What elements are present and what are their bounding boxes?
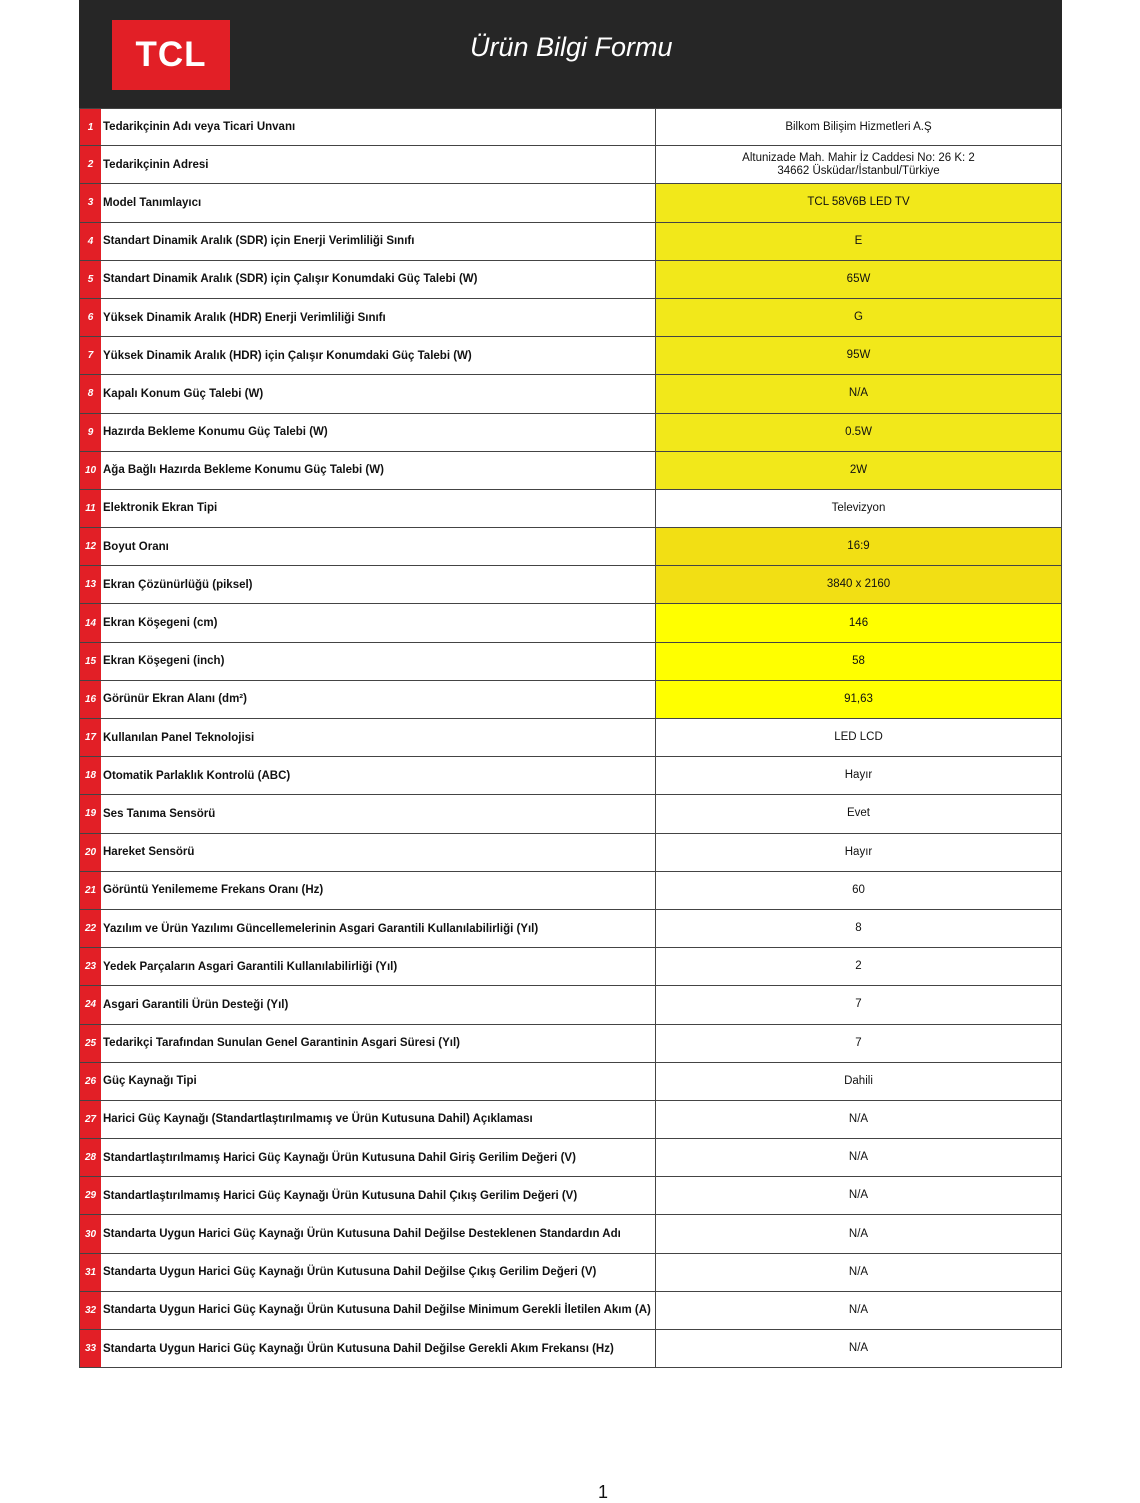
table-row bbox=[79, 834, 1062, 872]
row-label: Boyut Oranı bbox=[101, 528, 656, 565]
product-info-table bbox=[79, 108, 1062, 1368]
row-value: N/A bbox=[656, 1215, 1062, 1252]
table-row bbox=[79, 795, 1062, 833]
row-value: 91,63 bbox=[656, 681, 1062, 718]
row-value: Hayır bbox=[656, 834, 1062, 871]
row-label: Elektronik Ekran Tipi bbox=[101, 490, 656, 527]
row-number: 32 bbox=[79, 1292, 101, 1329]
row-label: Standarta Uygun Harici Güç Kaynağı Ürün Kutusuna Dahil Değilse Minimum Gerekli İletilen Akım (A) bbox=[101, 1292, 656, 1329]
row-label: Görünür Ekran Alanı (dm²) bbox=[101, 681, 656, 718]
row-value: Evet bbox=[656, 795, 1062, 832]
table-row bbox=[79, 1330, 1062, 1368]
row-number: 24 bbox=[79, 986, 101, 1023]
row-label: Standarta Uygun Harici Güç Kaynağı Ürün Kutusuna Dahil Değilse Desteklenen Standardın Adı bbox=[101, 1215, 656, 1252]
row-label: Güç Kaynağı Tipi bbox=[101, 1063, 656, 1100]
row-label: Tedarikçinin Adı veya Ticari Unvanı bbox=[101, 109, 656, 145]
row-number: 25 bbox=[79, 1025, 101, 1062]
row-number: 18 bbox=[79, 757, 101, 794]
table-row bbox=[79, 1025, 1062, 1063]
row-value: 3840 x 2160 bbox=[656, 566, 1062, 603]
row-number: 26 bbox=[79, 1063, 101, 1100]
row-label: Otomatik Parlaklık Kontrolü (ABC) bbox=[101, 757, 656, 794]
row-label: Ekran Köşegeni (cm) bbox=[101, 604, 656, 641]
row-label: Standarta Uygun Harici Güç Kaynağı Ürün Kutusuna Dahil Değilse Gerekli Akım Frekansı (Hz) bbox=[101, 1330, 656, 1367]
row-number: 27 bbox=[79, 1101, 101, 1138]
table-row bbox=[79, 1177, 1062, 1215]
row-value: Bilkom Bilişim Hizmetleri A.Ş bbox=[656, 109, 1062, 145]
row-number: 4 bbox=[79, 223, 101, 260]
table-row bbox=[79, 528, 1062, 566]
table-row bbox=[79, 566, 1062, 604]
row-value: 7 bbox=[656, 986, 1062, 1023]
row-label: Standart Dinamik Aralık (SDR) için Enerji Verimliliği Sınıfı bbox=[101, 223, 656, 260]
row-value: 0.5W bbox=[656, 414, 1062, 451]
row-label: Standartlaştırılmamış Harici Güç Kaynağı Ürün Kutusuna Dahil Çıkış Gerilim Değeri (V) bbox=[101, 1177, 656, 1214]
row-value: G bbox=[656, 299, 1062, 336]
table-row bbox=[79, 872, 1062, 910]
table-row bbox=[79, 414, 1062, 452]
table-row bbox=[79, 1215, 1062, 1253]
row-number: 16 bbox=[79, 681, 101, 718]
row-label: Harici Güç Kaynağı (Standartlaştırılmamış ve Ürün Kutusuna Dahil) Açıklaması bbox=[101, 1101, 656, 1138]
row-number: 5 bbox=[79, 261, 101, 298]
row-label: Tedarikçi Tarafından Sunulan Genel Garantinin Asgari Süresi (Yıl) bbox=[101, 1025, 656, 1062]
table-row bbox=[79, 223, 1062, 261]
row-value: Dahili bbox=[656, 1063, 1062, 1100]
row-label: Asgari Garantili Ürün Desteği (Yıl) bbox=[101, 986, 656, 1023]
row-label: Model Tanımlayıcı bbox=[101, 184, 656, 221]
table-row bbox=[79, 1254, 1062, 1292]
table-row bbox=[79, 1139, 1062, 1177]
row-value: 2W bbox=[656, 452, 1062, 489]
table-row bbox=[79, 184, 1062, 222]
row-value: Altunizade Mah. Mahir İz Caddesi No: 26 K: 2 34662 Üsküdar/İstanbul/Türkiye bbox=[656, 146, 1062, 183]
row-number: 30 bbox=[79, 1215, 101, 1252]
row-number: 29 bbox=[79, 1177, 101, 1214]
table-row bbox=[79, 490, 1062, 528]
row-label: Ağa Bağlı Hazırda Bekleme Konumu Güç Talebi (W) bbox=[101, 452, 656, 489]
row-number: 1 bbox=[79, 109, 101, 145]
table-row bbox=[79, 681, 1062, 719]
table-row bbox=[79, 337, 1062, 375]
table-row bbox=[79, 375, 1062, 413]
table-row bbox=[79, 910, 1062, 948]
row-label: Ekran Çözünürlüğü (piksel) bbox=[101, 566, 656, 603]
row-number: 15 bbox=[79, 643, 101, 680]
row-value: 60 bbox=[656, 872, 1062, 909]
row-value: N/A bbox=[656, 1101, 1062, 1138]
row-value: N/A bbox=[656, 1177, 1062, 1214]
row-number: 10 bbox=[79, 452, 101, 489]
row-label: Ekran Köşegeni (inch) bbox=[101, 643, 656, 680]
table-row bbox=[79, 948, 1062, 986]
row-value: 95W bbox=[656, 337, 1062, 374]
row-number: 2 bbox=[79, 146, 101, 183]
row-value: E bbox=[656, 223, 1062, 260]
row-value: N/A bbox=[656, 1330, 1062, 1367]
row-number: 9 bbox=[79, 414, 101, 451]
table-row bbox=[79, 986, 1062, 1024]
row-value: Televizyon bbox=[656, 490, 1062, 527]
row-number: 6 bbox=[79, 299, 101, 336]
row-number: 13 bbox=[79, 566, 101, 603]
row-label: Ses Tanıma Sensörü bbox=[101, 795, 656, 832]
row-value: N/A bbox=[656, 1139, 1062, 1176]
row-value: N/A bbox=[656, 1254, 1062, 1291]
row-value: 8 bbox=[656, 910, 1062, 947]
row-label: Standarta Uygun Harici Güç Kaynağı Ürün Kutusuna Dahil Değilse Çıkış Gerilim Değeri (V) bbox=[101, 1254, 656, 1291]
row-number: 7 bbox=[79, 337, 101, 374]
row-value: LED LCD bbox=[656, 719, 1062, 756]
page-number: 1 bbox=[598, 1482, 609, 1502]
row-label: Yüksek Dinamik Aralık (HDR) Enerji Verimliliği Sınıfı bbox=[101, 299, 656, 336]
row-number: 23 bbox=[79, 948, 101, 985]
row-label: Standart Dinamik Aralık (SDR) için Çalışır Konumdaki Güç Talebi (W) bbox=[101, 261, 656, 298]
row-label: Kullanılan Panel Teknolojisi bbox=[101, 719, 656, 756]
table-row bbox=[79, 719, 1062, 757]
row-value: TCL 58V6B LED TV bbox=[656, 184, 1062, 221]
header-bar bbox=[79, 0, 1062, 108]
row-number: 31 bbox=[79, 1254, 101, 1291]
row-number: 22 bbox=[79, 910, 101, 947]
row-number: 12 bbox=[79, 528, 101, 565]
table-row bbox=[79, 1101, 1062, 1139]
row-label: Tedarikçinin Adresi bbox=[101, 146, 656, 183]
row-value: Hayır bbox=[656, 757, 1062, 794]
table-row bbox=[79, 757, 1062, 795]
row-number: 33 bbox=[79, 1330, 101, 1367]
row-number: 3 bbox=[79, 184, 101, 221]
row-value: N/A bbox=[656, 1292, 1062, 1329]
row-number: 14 bbox=[79, 604, 101, 641]
row-label: Kapalı Konum Güç Talebi (W) bbox=[101, 375, 656, 412]
row-label: Standartlaştırılmamış Harici Güç Kaynağı Ürün Kutusuna Dahil Giriş Gerilim Değeri (V) bbox=[101, 1139, 656, 1176]
row-number: 19 bbox=[79, 795, 101, 832]
table-row bbox=[79, 299, 1062, 337]
row-label: Hazırda Bekleme Konumu Güç Talebi (W) bbox=[101, 414, 656, 451]
row-number: 11 bbox=[79, 490, 101, 527]
row-number: 8 bbox=[79, 375, 101, 412]
row-value: 65W bbox=[656, 261, 1062, 298]
row-number: 28 bbox=[79, 1139, 101, 1176]
table-row bbox=[79, 1292, 1062, 1330]
row-number: 21 bbox=[79, 872, 101, 909]
row-value: N/A bbox=[656, 375, 1062, 412]
table-row bbox=[79, 452, 1062, 490]
table-row bbox=[79, 146, 1062, 184]
table-row bbox=[79, 108, 1062, 146]
row-number: 20 bbox=[79, 834, 101, 871]
row-value: 2 bbox=[656, 948, 1062, 985]
page-title: Ürün Bilgi Formu bbox=[470, 32, 673, 62]
table-row bbox=[79, 604, 1062, 642]
tcl-logo: TCL bbox=[112, 20, 230, 90]
row-value: 7 bbox=[656, 1025, 1062, 1062]
table-row bbox=[79, 261, 1062, 299]
row-value: 146 bbox=[656, 604, 1062, 641]
row-number: 17 bbox=[79, 719, 101, 756]
row-label: Hareket Sensörü bbox=[101, 834, 656, 871]
row-label: Yazılım ve Ürün Yazılımı Güncellemelerinin Asgari Garantili Kullanılabilirliği (Yıl) bbox=[101, 910, 656, 947]
row-label: Yüksek Dinamik Aralık (HDR) için Çalışır Konumdaki Güç Talebi (W) bbox=[101, 337, 656, 374]
row-value: 16:9 bbox=[656, 528, 1062, 565]
row-label: Yedek Parçaların Asgari Garantili Kullanılabilirliği (Yıl) bbox=[101, 948, 656, 985]
row-value: 58 bbox=[656, 643, 1062, 680]
row-label: Görüntü Yenilememe Frekans Oranı (Hz) bbox=[101, 872, 656, 909]
table-row bbox=[79, 1063, 1062, 1101]
table-row bbox=[79, 643, 1062, 681]
